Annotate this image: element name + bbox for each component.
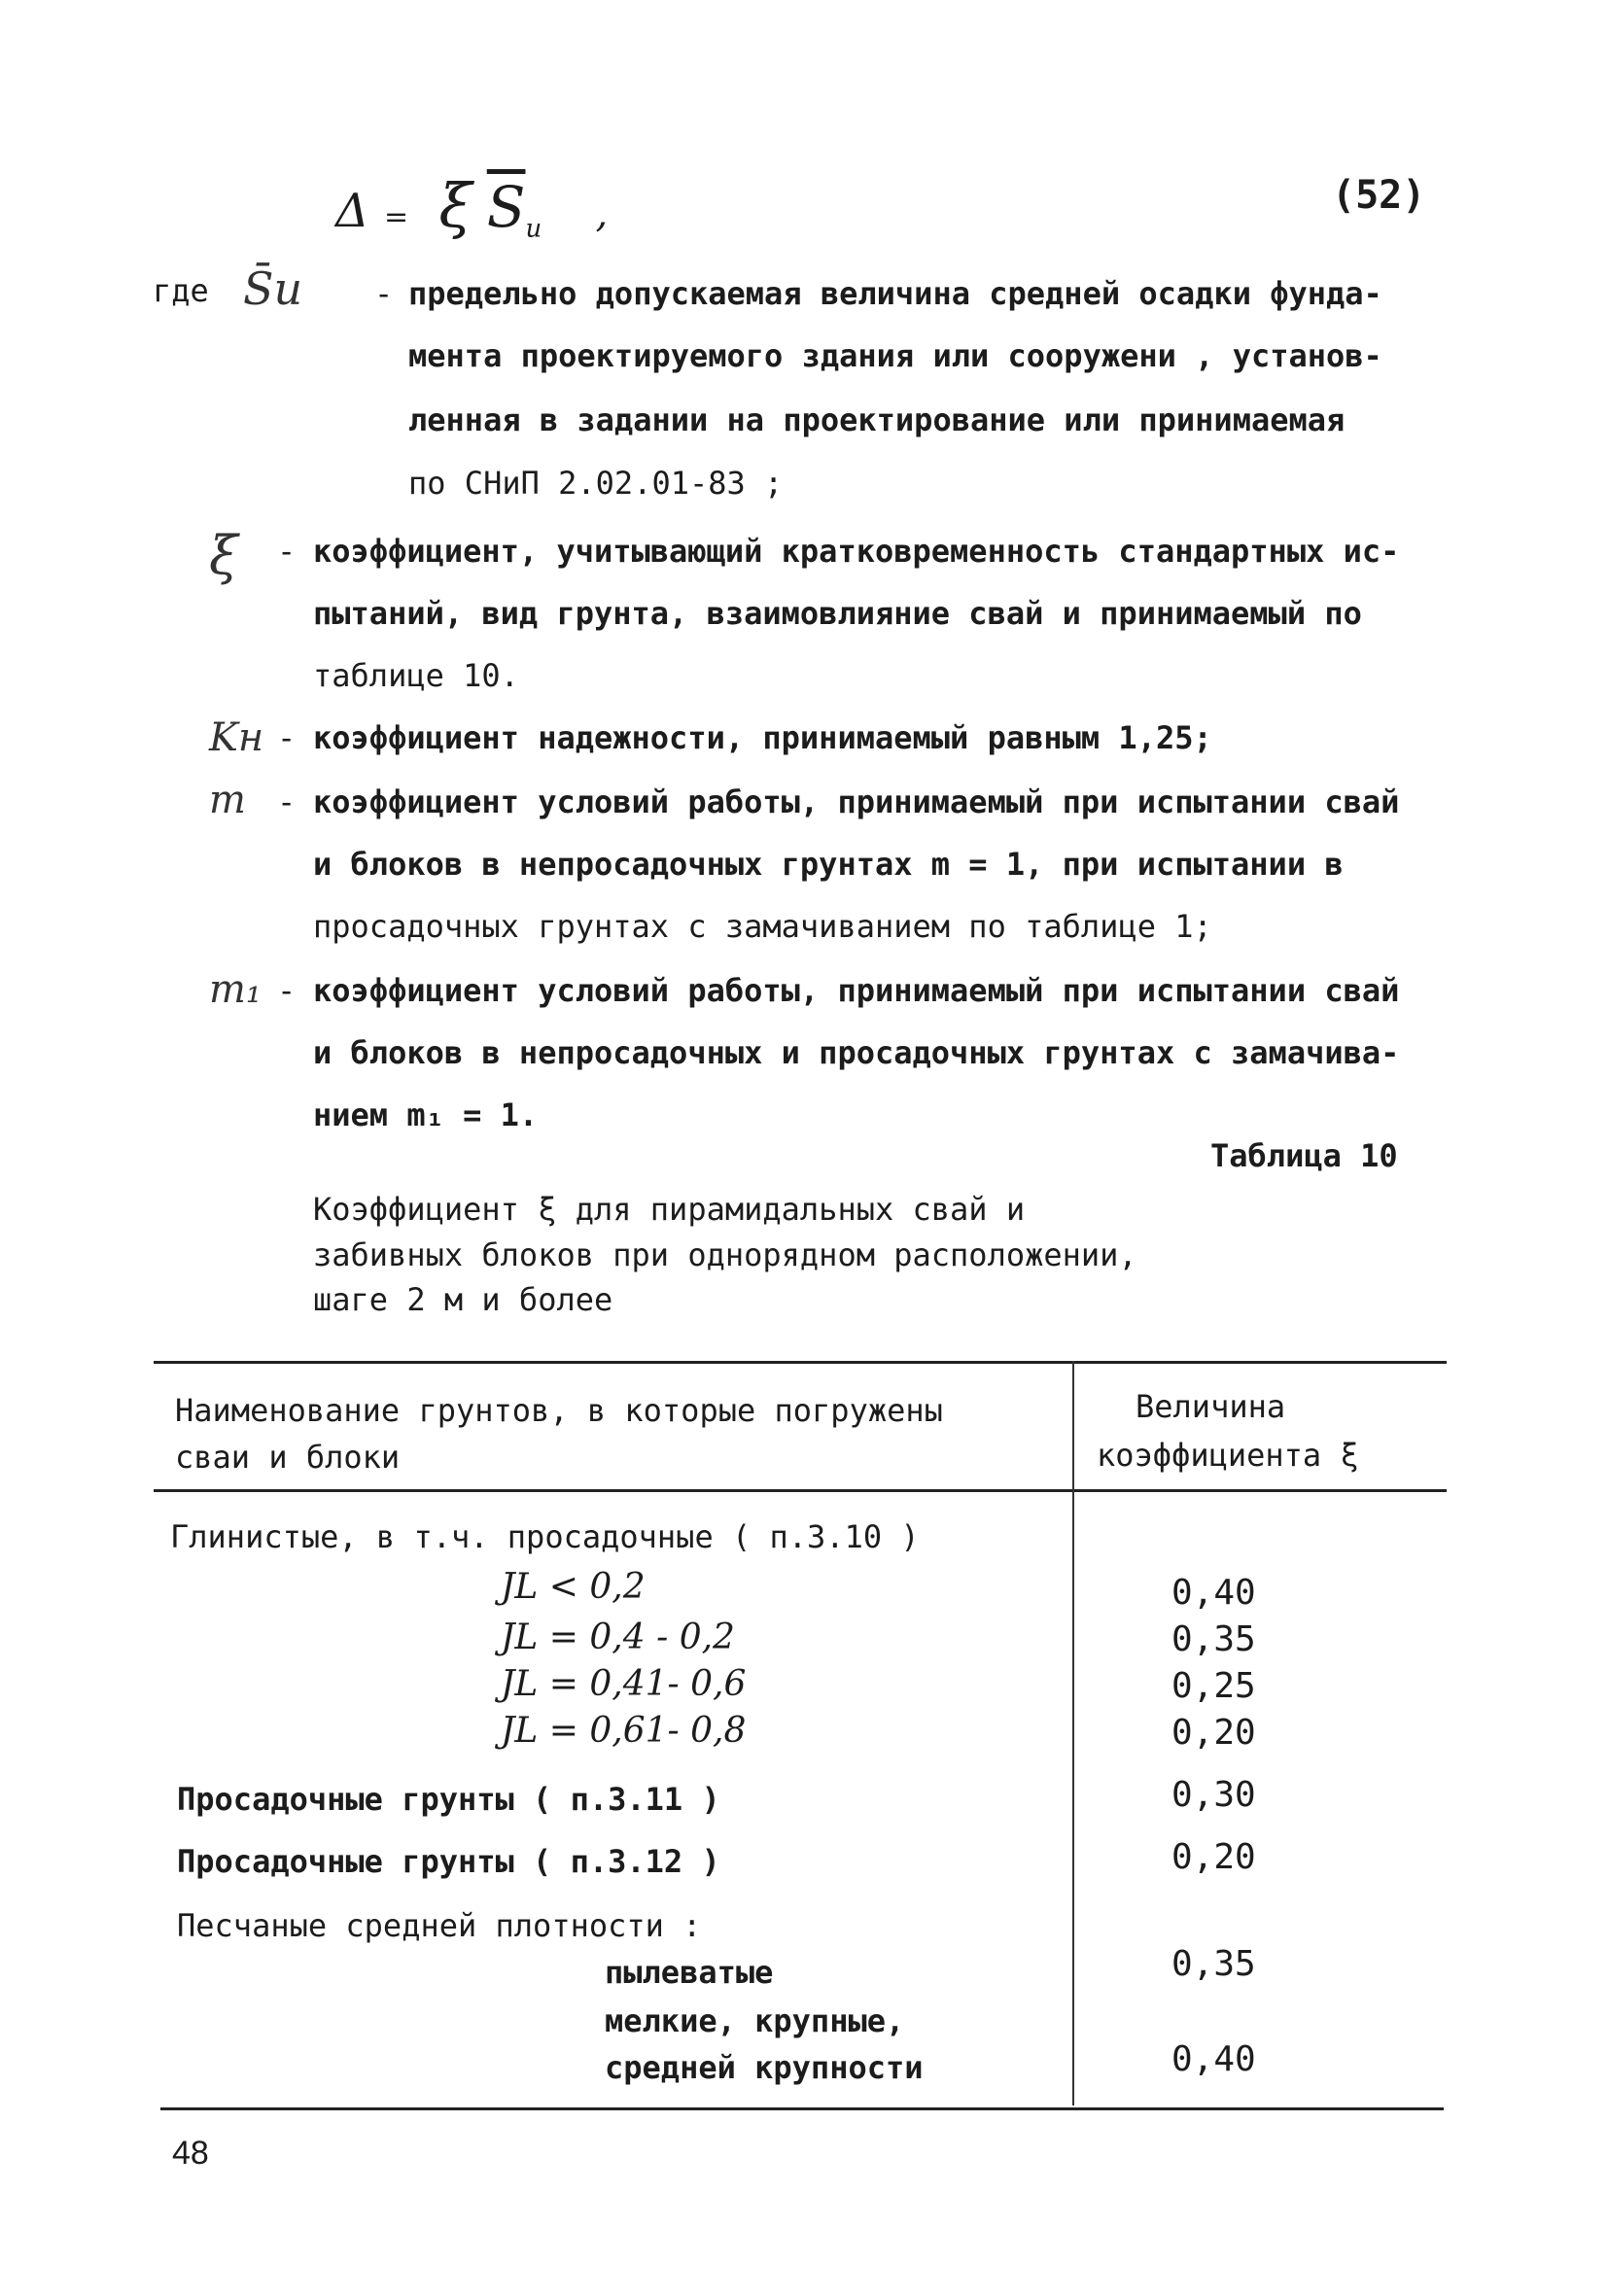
def-m-line-1: коэффициент условий работы, принимаемый при испытании свай [313,783,1400,820]
page-number: 48 [172,2135,209,2172]
symbol-su: S̄u [243,262,303,315]
row-name: Просадочные грунты ( п.3.12 ) [177,1843,720,1880]
def-m-line-3: просадочных грунтах с замачиванием по таблице 1; [313,908,1212,945]
def-xi-line-1: коэффициент, учитывающий кратковременность стандартных ис- [313,533,1400,570]
row-name: JL = 0,61- 0,8 [501,1711,747,1751]
formula-comma: , [595,191,609,236]
row-name: JL = 0,41- 0,6 [501,1664,747,1704]
row-value: 0,25 [1171,1666,1256,1706]
row-value: 0,20 [1171,1713,1256,1753]
symbol-m: m [209,778,246,822]
header-right-line-1: Величина [1136,1388,1286,1425]
symbol-kn: Kн [209,715,264,760]
row-value: 0,35 [1171,1619,1256,1659]
row-name: мелкие, крупные, [605,2002,905,2039]
dash-kn: - [277,719,297,756]
row-name: пылеватые [605,1954,774,1991]
def-kn-line-1: коэффициент надежности, принимаемый равным 1,25; [313,719,1212,756]
table-top-rule [154,1361,1447,1364]
row-value: 0,30 [1171,1775,1256,1815]
table-bottom-rule [160,2107,1444,2110]
symbol-m1: m₁ [209,967,262,1012]
row-name: средней крупности [605,2049,924,2086]
row-name: JL = 0,4 - 0,2 [501,1618,735,1657]
row-value: 0,20 [1171,1837,1256,1877]
header-left-line-2: сваи и блоки [175,1439,401,1476]
dash-xi: - [277,533,297,570]
dash-m1: - [277,972,297,1009]
dash-m: - [277,783,297,820]
def-m1-line-3: нием m₁ = 1. [313,1096,539,1133]
formula [335,170,608,244]
row-name: Просадочные грунты ( п.3.11 ) [177,1781,720,1818]
table-caption-line-3: шаге 2 м и более [313,1281,613,1318]
dash-su: - [374,275,394,312]
row-value: 0,40 [1171,2039,1256,2079]
formula-s: $\overline{S}$ [486,174,526,240]
table-label: Таблица 10 [1210,1137,1398,1174]
table-header-rule [154,1489,1447,1492]
row-name: Глинистые, в т.ч. просадочные ( п.3.10 ) [170,1518,920,1555]
def-xi-line-2: пытаний, вид грунта, взаимовлияние свай и принимаемый по [313,595,1362,632]
row-name: JL < 0,2 [501,1567,646,1607]
table-column-divider [1072,1361,1074,2105]
def-m-line-2: и блоков в непросадочных грунтах m = 1, при испытании в [313,846,1344,883]
header-left-line-1: Наименование грунтов, в которые погружены [175,1392,943,1429]
def-su-line-2: мента проектируемого здания или сооружени , установ- [408,337,1382,374]
table-caption-line-1: Коэффициент ξ для пирамидальных свай и [313,1191,1026,1228]
def-su-line-3: ленная в задании на проектирование или принимаемая [408,401,1346,438]
row-name: Песчаные средней плотности : [177,1907,702,1944]
table-caption-line-2: забивных блоков при однорядном расположении, [313,1236,1137,1273]
header-right-line-2: коэффициента ξ [1097,1437,1359,1474]
formula-eq: = [383,200,409,234]
def-m1-line-2: и блоков в непросадочных и просадочных грунтах с замачива- [313,1034,1400,1071]
formula-sub: u [525,214,542,244]
formula-xi: ξ [438,170,472,241]
where-label: где [153,272,209,309]
def-xi-line-3: таблице 10. [313,657,519,694]
formula-lhs: Δ [335,184,369,238]
def-m1-line-1: коэффициент условий работы, принимаемый при испытании свай [313,972,1400,1009]
symbol-xi: ξ [209,525,238,586]
row-value: 0,35 [1171,1944,1256,1984]
def-su-line-4: по СНиП 2.02.01-83 ; [408,465,784,502]
def-su-line-1: предельно допускаемая величина средней осадки фунда- [408,275,1382,312]
row-value: 0,40 [1171,1573,1256,1613]
formula-number: (52) [1332,173,1426,218]
